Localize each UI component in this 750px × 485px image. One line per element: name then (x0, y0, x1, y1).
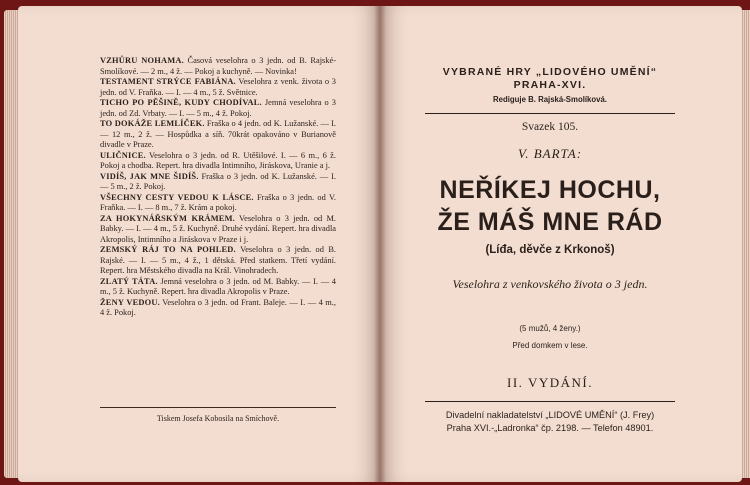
catalog-entry (100, 98, 336, 119)
entry-text: Veselohra o 3 jedn. od R. Utěšilové. I. — 6 m., 6 ž. Pokoj a chodba. Repert. hra divadla Intimního, Jiráskova, Uranie a j. (100, 150, 336, 170)
entry-title: ULIČNICE. (100, 150, 146, 160)
publisher-info (425, 409, 675, 435)
entry-title: VŠECHNY CESTY VEDOU K LÁSCE. (100, 192, 254, 202)
series-header: VYBRANÉ HRY „LIDOVÉHO UMĚNÍ“ PRAHA-XVI. (442, 66, 658, 91)
play-title-line1: NEŘÍKEJ HOCHU, (439, 176, 661, 204)
publisher-line2: Praha XVI.-„Ladronka“ čp. 2198. — Telefon 48901. (446, 423, 654, 433)
entry-text: Fraška o 3 jedn. od K. Lužanské. — I. — 5 m., 2 ž. Pokoj. (100, 171, 336, 191)
footer-rule (425, 401, 675, 402)
play-title (425, 174, 675, 238)
entry-title: ZLATÝ TÁTA. (100, 276, 158, 286)
printer-imprint: Tiskem Josefa Kobosila na Smíchově. (100, 407, 336, 423)
catalog-entry (100, 56, 336, 77)
catalog-entry (100, 214, 336, 246)
entry-text: Fraška o 4 jedn. od K. Lužanské. — I. — 12 m., 2 ž. — Hospůdka a síň. 70krát opakováno v Burianově divadle v Praze. (100, 119, 336, 149)
catalog-entry (100, 119, 336, 151)
play-title-line2: ŽE MÁŠ MNE RÁD (437, 208, 663, 236)
play-subtitle: (Líđa, děvče z Krkonoš) (485, 244, 615, 256)
page-edges-right (742, 10, 750, 478)
entry-title: ZEMSKÝ RÁJ TO NA POHLED. (100, 245, 236, 254)
entry-title: VIDÍŠ, JAK MNE ŠIDÍŠ. (100, 171, 199, 181)
header-rule (425, 113, 675, 114)
entry-text: Jemná veselohra o 3 jedn. od M. Babky. — I. — 4 m., 5 ž. Kuchyně. Repert. hra divadla Akropolis v Praze. (100, 276, 336, 296)
entry-title: TESTAMENT STRÝCE FABIÁNA. (100, 77, 236, 86)
catalog-entry (100, 277, 336, 298)
author-name: V. BARTA: (517, 146, 583, 161)
entry-title: ŽENY VEDOU. (100, 297, 160, 307)
entry-text: Časová veselohra o 3 jedn. od B. Rajské-Smolíkové. — 2 m., 4 ž. — Pokoj a kuchyně. — Novinka! (100, 56, 336, 76)
catalog-entry (100, 151, 336, 172)
catalog-entry (100, 77, 336, 98)
cast-count: (5 mužů, 4 ženy.) (519, 324, 581, 333)
entry-title: ZA HOKYNÁŘSKÝM KRÁMEM. (100, 213, 235, 223)
volume-number: Svazek 105. (521, 121, 579, 133)
entry-title: TO DOKÁŽE LEMLÍČEK. (100, 119, 205, 128)
publisher-line1: Divadelní nakladatelství „LIDOVÉ UMĚNÍ“ (J. Frey) (445, 410, 655, 420)
entry-text: Fraška o 3 jedn. od V. Fraňka. — I. — 8 m., 7 ž. Krám a pokoj. (100, 192, 337, 212)
catalog-entry (100, 298, 336, 319)
book-gutter (374, 6, 386, 482)
catalog-entry (100, 172, 336, 193)
entry-title: TICHO PO PĚŠINĚ, KUDY CHODÍVAL. (100, 98, 262, 107)
entry-text: Veselohra o 3 jedn. od Frant. Baleje. — I. — 4 m., 4 ž. Pokoj. (100, 297, 336, 317)
page-edges-left (4, 10, 18, 478)
entry-text: Veselohra z venk. života o 3 jedn. od V. Fraňka. — I. — 4 m., 5 ž. Světnice. (100, 77, 336, 97)
entry-text: Veselohra o 3 jedn. od B. Rajské. — I. — 5 m., 4 ž., 1 dětská. Před statkem. Třetí vydání. Repert. hra Městského divadla na Král. Vinohradech. (100, 245, 336, 275)
play-catalog-list (100, 56, 336, 319)
catalog-entry (100, 245, 336, 277)
entry-text: Veselohra o 3 jedn. od M. Babky. — I. — 4 m., 5 ž. Kuchyně. Druhé vydání. Repert. hra divadla Akropolis, Intimního a Jiráskova v Praze i j. (100, 213, 336, 244)
entry-text: Jemná veselohra o 3 jedn. od Zd. Vrbaty. — I. — 5 m., 4 ž. Pokoj. (100, 98, 336, 118)
editor-line: Rediguje B. Rajská-Smolíková. (493, 95, 607, 104)
edition-label: II. VYDÁNÍ. (507, 375, 593, 390)
catalog-entry (100, 193, 336, 214)
entry-title: VZHŮRU NOHAMA. (100, 56, 184, 65)
scene-setting: Před domkem v lese. (512, 341, 588, 350)
genre-line: Veselohra z venkovského života o 3 jedn. (452, 277, 648, 291)
